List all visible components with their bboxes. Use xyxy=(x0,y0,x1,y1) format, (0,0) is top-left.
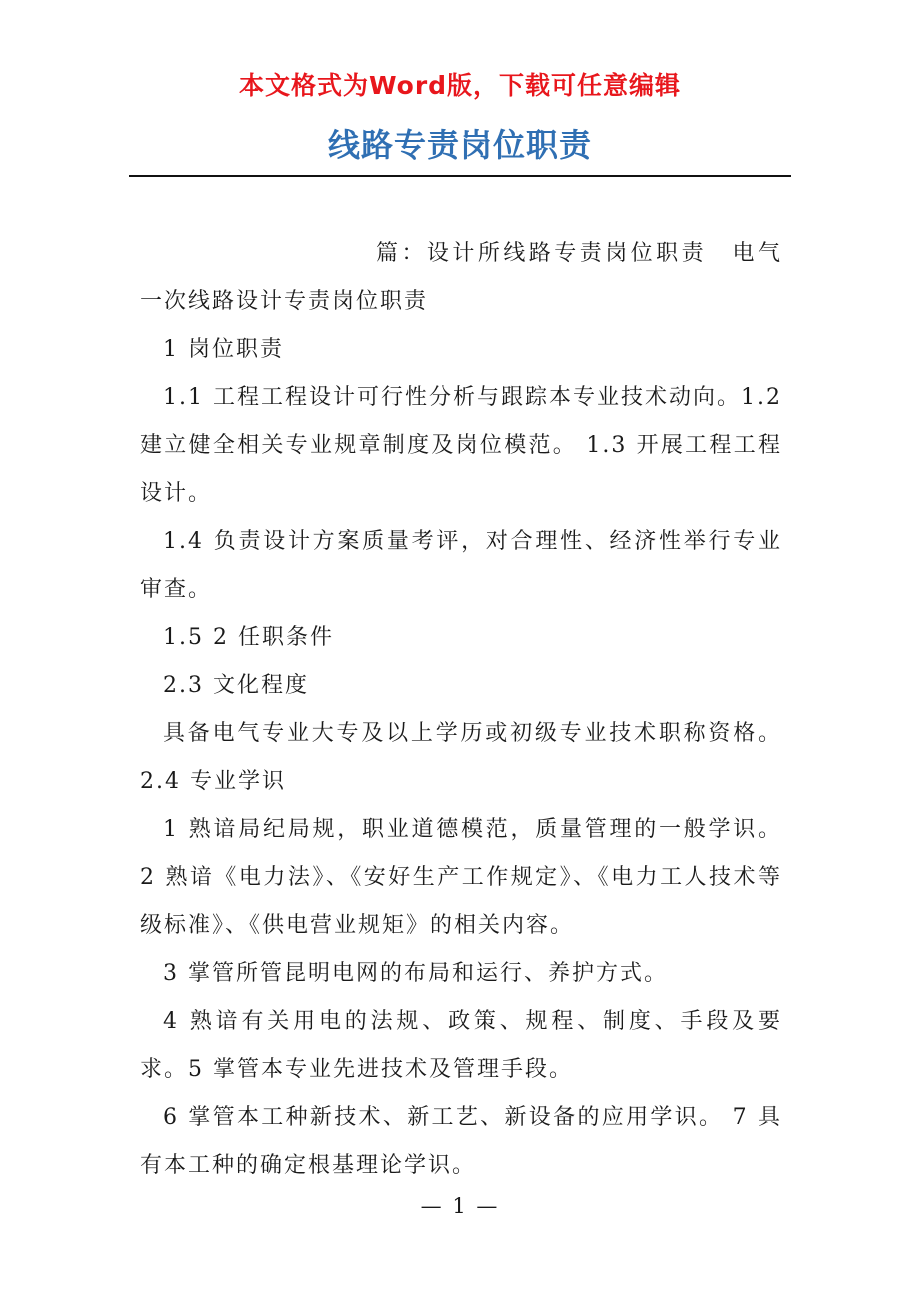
paragraph-education: 具备电气专业大专及以上学历或初级专业技术职称资格。2.4 专业学识 xyxy=(140,721,782,794)
document-title: 线路专责岗位职责 xyxy=(327,126,592,164)
paragraph-knowledge-4: 6 掌管本工种新技术、新工艺、新设备的应用学识。 7 具有本工种的确定根基理论学识。 xyxy=(140,1105,782,1178)
section-heading-education: 2.3 文化程度 xyxy=(163,673,309,698)
download-banner: 本文格式为Word版，下载可任意编辑 xyxy=(238,71,682,100)
paragraph-knowledge-3: 4 熟谙有关用电的法规、政策、规程、制度、手段及要求。5 掌管本专业先进技术及管理手段。 xyxy=(140,1009,782,1082)
section-heading-requirements: 1.5 2 任职条件 xyxy=(163,625,334,650)
title-divider xyxy=(129,175,791,177)
paragraph-knowledge-1: 1 熟谙局纪局规，职业道德模范，质量管理的一般学识。 2 熟谙《电力法》、《安好生产工作规定》、《电力工人技术等级标准》、《供电营业规矩》的相关内容。 xyxy=(140,817,782,938)
section-heading-duties: 1 岗位职责 xyxy=(163,337,284,362)
page-number: — 1 — xyxy=(420,1194,500,1218)
document-body xyxy=(140,230,782,1190)
paragraph-duties-1: 1.1 工程工程设计可行性分析与跟踪本专业技术动向。1.2 建立健全相关专业规章制度及岗位模范。 1.3 开展工程工程设计。 xyxy=(140,385,782,506)
paragraph-duties-2: 1.4 负责设计方案质量考评，对合理性、经济性举行专业审查。 xyxy=(140,529,782,602)
paragraph-knowledge-2: 3 掌管所管昆明电网的布局和运行、养护方式。 xyxy=(163,961,668,986)
intro-paragraph: 篇：设计所线路专责岗位职责 电气一次线路设计专责岗位职责 xyxy=(140,241,782,314)
